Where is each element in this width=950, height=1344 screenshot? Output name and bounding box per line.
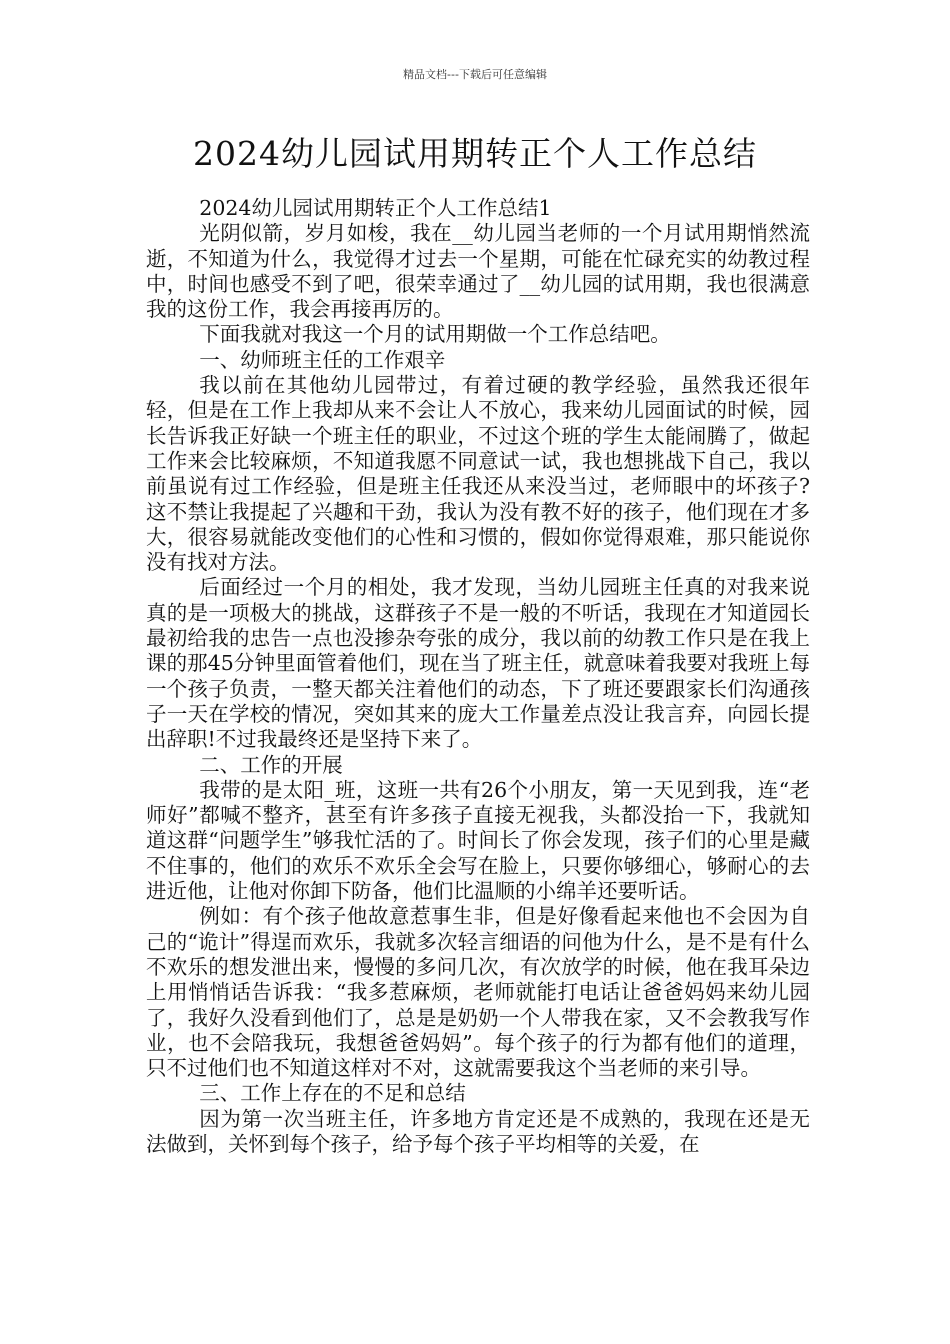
document-title: 2024幼儿园试用期转正个人工作总结 bbox=[193, 134, 757, 173]
body-paragraph: 下面我就对我这一个月的试用期做一个工作总结吧。 bbox=[199, 322, 671, 347]
body-paragraph: 我带的是太阳_班，这班一共有26个小朋友，第一天见到我，连“老师好”都喊不整齐，甚至有许多孩子直接无视我，头都没抬一下，我就知道这群“问题学生”够我忙活的了。时间长了你会发现，孩子们的心里是藏不住事的，他们的欢乐不欢乐全会写在脸上，只要你够细心，够耐心的去进近他，让他对你卸下防备，他们比温顺的小绵羊还要听话。 bbox=[146, 777, 810, 904]
section-heading: 三、工作上存在的不足和总结 bbox=[199, 1081, 466, 1106]
body-paragraph: 例如：有个孩子他故意惹事生非，但是好像看起来他也不会因为自己的“诡计”得逞而欢乐，我就多次轻言细语的问他为什么，是不是有什么不欢乐的想发泄出来，慢慢的多问几次，有次放学的时候，他在我耳朵边上用悄悄话告诉我：“我多惹麻烦，老师就能打电话让爸爸妈妈来幼儿园了，我好久没看到他们了，总是是奶奶一个人带我在家，又不会教我写作业，也不会陪我玩，我想爸爸妈妈”。每个孩子的行为都有他们的道理，只不过他们也不知道这样对不对，这就需要我这个当老师的来引导。 bbox=[146, 904, 810, 1081]
header-note: 精品文档---下载后可任意编辑 bbox=[403, 68, 547, 81]
section-heading: 一、幼师班主任的工作艰辛 bbox=[199, 347, 446, 372]
body-paragraph: 后面经过一个月的相处，我才发现，当幼儿园班主任真的对我来说真的是一项极大的挑战，这群孩子不是一般的不听话，我现在才知道园长最初给我的忠告一点也没掺杂夸张的成分，我以前的幼教工作只是在我上课的那45分钟里面管着他们，现在当了班主任，就意味着我要对我班上每一个孩子负责，一整天都关注着他们的动态，下了班还要跟家长们沟通孩子一天在学校的情况，突如其来的庞大工作量差点没让我言弃，向园长提出辞职!不过我最终还是坚持下来了。 bbox=[146, 575, 810, 752]
body-paragraph: 我以前在其他幼儿园带过，有着过硬的教学经验，虽然我还很年轻，但是在工作上我却从来不会让人不放心，我来幼儿园面试的时候，园长告诉我正好缺一个班主任的职业，不过这个班的学生太能闹腾了，做起工作来会比较麻烦，不知道我愿不同意试一试，我也想挑战下自己，我以前虽说有过工作经验，但是班主任我还从来没当过，老师眼中的坏孩子?这不禁让我提起了兴趣和干劲，我认为没有教不好的孩子，他们现在才多大，很容易就能改变他们的心性和习惯的，假如你觉得艰难，那只能说你没有找对方法。 bbox=[146, 373, 810, 575]
subtitle-paragraph: 2024幼儿园试用期转正个人工作总结1 bbox=[199, 196, 552, 220]
body-paragraph: 因为第一次当班主任，许多地方肯定还是不成熟的，我现在还是无法做到，关怀到每个孩子，给予每个孩子平均相等的关爱，在 bbox=[146, 1106, 810, 1156]
document-body bbox=[146, 196, 810, 1157]
body-paragraph: 光阴似箭，岁月如梭，我在__幼儿园当老师的一个月试用期悄然流逝，不知道为什么，我觉得才过去一个星期，可能在忙碌充实的幼教过程中，时间也感受不到了吧，很荣幸通过了__幼儿园的试用期，我也很满意我的这份工作，我会再接再厉的。 bbox=[146, 221, 810, 322]
section-heading: 二、工作的开展 bbox=[199, 752, 343, 777]
